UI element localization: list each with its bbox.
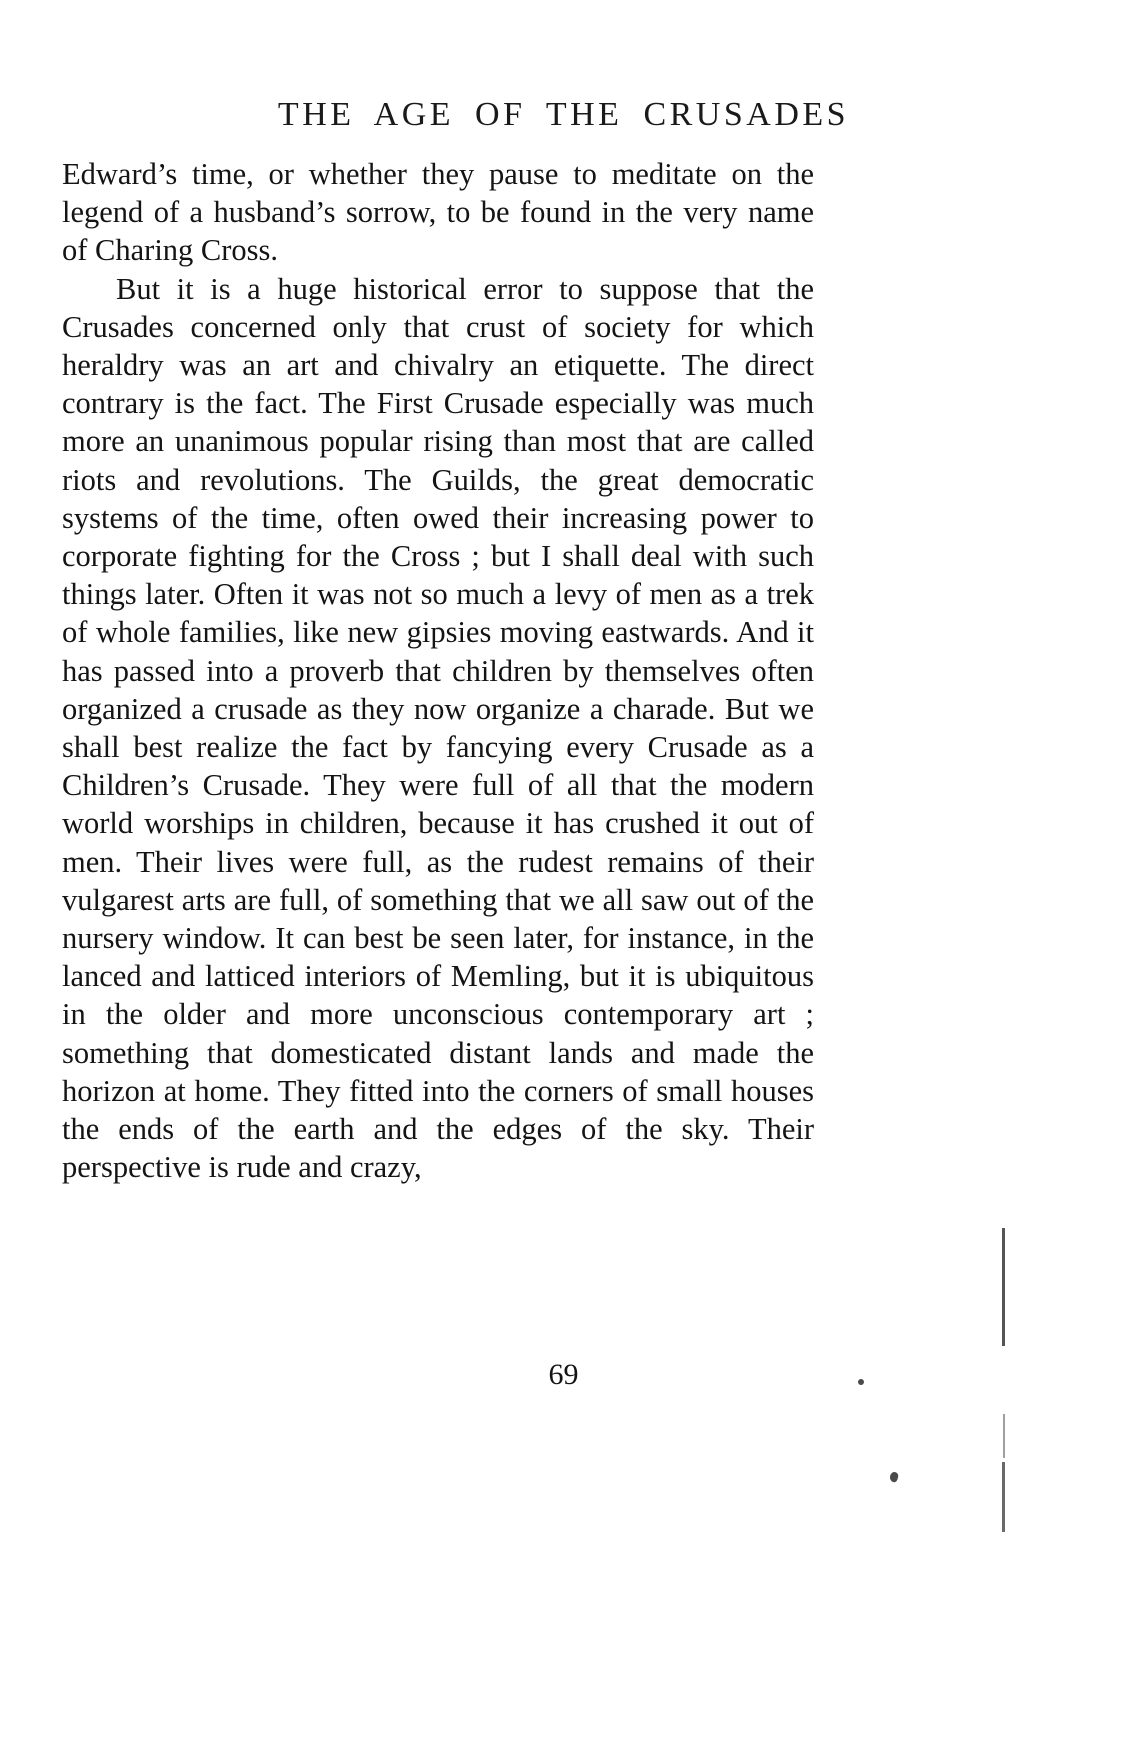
page-number: 69 — [548, 1358, 579, 1391]
paragraph: Edward’s time, or whether they pause to meditate on the legend of a husband’s sorrow, to be found in the very name of Charing Cross. — [62, 157, 814, 268]
page-edge-line — [1002, 1228, 1005, 1346]
body-text — [62, 155, 814, 1186]
page-edge-line — [1002, 1462, 1005, 1532]
scan-speck-icon — [889, 1471, 900, 1483]
scan-speck-icon — [858, 1379, 864, 1385]
paragraph: But it is a huge historical error to suppose that the Crusades concerned only that crust of society for which heraldry was an art and chivalry an etiquette. The direct contrary is the fact. The First Crusade especially was much more an unanimous popular rising than most that are called riots and revolutions. The Guilds, the great democratic systems of the time, often owed their increasing power to corporate fighting for the Cross ; but I shall deal with such things later. Often it was not so much a levy of men as a trek of whole families, like new gipsies moving eastwards. And it has passed into a proverb that children by themselves often organized a crusade as they now organize a charade. But we shall best realize the fact by fancying every Crusade as a Children’s Crusade. They were full of all that the modern world worships in children, because it has crushed it out of men. Their lives were full, as the rudest remains of their vulgarest arts are full, of something that we all saw out of the nursery window. It can best be seen later, for instance, in the lanced and latticed interiors of Memling, but it is ubiquitous in the older and more unconscious contemporary art ; something that domesticated distant lands and made the horizon at home. They fitted into the corners of small houses the ends of the earth and the edges of the sky. Their perspective is rude and crazy, — [62, 271, 814, 1185]
page-edge-line — [1003, 1414, 1005, 1458]
page-title: THE AGE OF THE CRUSADES — [277, 96, 850, 133]
